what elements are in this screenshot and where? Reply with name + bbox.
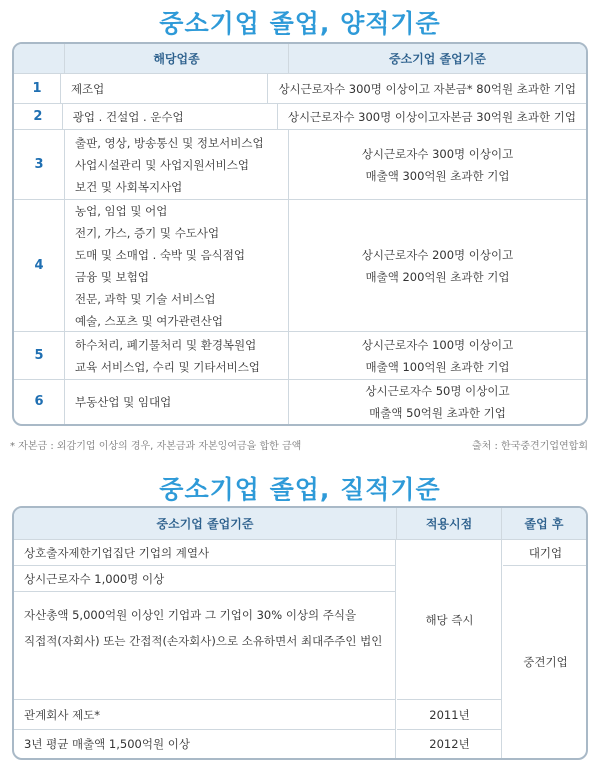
criteria-text: 상시근로자수 300명 이상이고자본금 30억원 초과한 기업 (287, 109, 576, 124)
criteria-text: 상시근로자수 200명 이상이고 (361, 247, 514, 262)
timing-text: 2012년 (429, 737, 470, 751)
criteria-text: 매출액 100억원 초과한 기업 (365, 359, 510, 374)
criteria-text: 상시근로자수 300명 이상이고 (361, 146, 514, 161)
industry-header: 해당업종 (64, 44, 288, 73)
criteria-header: 중소기업 졸업기준 (288, 44, 586, 73)
industry-text: 금융 및 보험업 (75, 269, 149, 284)
criteria-text: 3년 평균 매출액 1,500억원 이상 (24, 737, 190, 751)
row-number: 3 (34, 156, 44, 172)
criteria-cell (288, 200, 586, 331)
row-number: 5 (34, 347, 44, 363)
criteria-cell (277, 104, 586, 129)
timing-column (397, 540, 502, 758)
table-row (14, 700, 396, 730)
timing-cell (397, 540, 502, 700)
table-row (14, 730, 396, 758)
table-row (14, 380, 586, 424)
table-header-row (14, 508, 586, 540)
criteria-header: 중소기업 졸업기준 (14, 508, 396, 539)
after-cell (503, 540, 588, 566)
industry-cell (62, 104, 277, 129)
timing-cell (397, 700, 502, 730)
table-row (14, 332, 586, 380)
source-note: 출처 : 한국중견기업연합회 (472, 441, 588, 452)
industry-cell (64, 200, 288, 331)
table-row (14, 130, 586, 200)
criteria-cell (288, 332, 586, 379)
row-number: 2 (33, 108, 43, 124)
criteria-cell (288, 130, 586, 199)
table-row (14, 592, 396, 700)
criteria-text: 상호출자제한기업집단 기업의 계열사 (24, 546, 210, 560)
industry-text: 광업 . 건설업 . 운수업 (72, 109, 184, 124)
table-row (14, 540, 396, 566)
table-row (14, 566, 396, 592)
industry-text: 전문, 과학 및 기술 서비스업 (75, 291, 216, 306)
timing-cell (397, 730, 502, 758)
timing-text: 해당 즉시 (425, 612, 474, 627)
after-header: 졸업 후 (501, 508, 586, 539)
industry-text: 출판, 영상, 방송통신 및 정보서비스업 (75, 135, 264, 150)
criteria-text: 매출액 50억원 초과한 기업 (369, 406, 506, 420)
criteria-text: 상시근로자수 1,000명 이상 (24, 572, 165, 586)
industry-cell (64, 130, 288, 199)
industry-text: 보건 및 사회복지사업 (75, 179, 183, 194)
after-column (503, 540, 588, 758)
industry-text: 도매 및 소매업 . 숙박 및 음식점업 (75, 247, 246, 262)
qualitative-criteria-title: 중소기업 졸업, 질적기준 (159, 475, 441, 504)
criteria-text: 상시근로자수 300명 이상이고 자본금* 80억원 초과한 기업 (278, 81, 576, 96)
after-text: 중견기업 (523, 655, 568, 669)
number-header (14, 44, 64, 73)
industry-text: 사업시설관리 및 사업지원서비스업 (75, 157, 249, 172)
industry-text: 예술, 스포츠 및 여가관련산업 (75, 313, 223, 328)
row-number: 6 (34, 394, 44, 409)
criteria-text: 관계회사 제도* (24, 708, 101, 722)
industry-text: 교육 서비스업, 수리 및 기타서비스업 (75, 359, 260, 374)
footnote: * 자본금 : 외감기업 이상의 경우, 자본금과 자본잉여금을 합한 금액 (10, 441, 302, 452)
quantitative-criteria-table (12, 42, 588, 426)
industry-cell (64, 380, 288, 424)
table-row (14, 200, 586, 332)
table-header-row (14, 44, 586, 74)
criteria-cell (288, 380, 586, 424)
table-row (14, 74, 586, 104)
criteria-text: 상시근로자수 100명 이상이고 (361, 337, 514, 352)
table-row (14, 104, 586, 130)
criteria-text: 직접적(자회사) 또는 간접적(손자회사)으로 소유하면서 최대주주인 법인 (24, 634, 383, 648)
row-number: 1 (32, 80, 42, 96)
quantitative-criteria-title: 중소기업 졸업, 양적기준 (159, 9, 441, 38)
timing-text: 2011년 (429, 707, 470, 722)
criteria-text: 매출액 200억원 초과한 기업 (365, 269, 510, 284)
industry-cell (64, 332, 288, 379)
criteria-text: 자산총액 5,000억원 이상인 기업과 그 기업이 30% 이상의 주식을 (24, 608, 357, 622)
industry-text: 농업, 임업 및 어업 (75, 203, 168, 218)
qualitative-table-body (14, 540, 586, 758)
criteria-column (14, 540, 396, 758)
after-text: 대기업 (528, 545, 563, 560)
row-number: 4 (34, 257, 44, 273)
after-cell (503, 566, 588, 758)
industry-cell (60, 74, 268, 103)
criteria-text: 매출액 300억원 초과한 기업 (365, 168, 510, 183)
industry-text: 부동산업 및 임대업 (75, 395, 172, 409)
industry-text: 전기, 가스, 증기 및 수도사업 (75, 225, 220, 240)
criteria-cell (267, 74, 586, 103)
industry-text: 하수처리, 폐기물처리 및 환경복원업 (75, 337, 257, 352)
criteria-text: 상시근로자수 50명 이상이고 (365, 384, 510, 398)
timing-header: 적용시점 (396, 508, 501, 539)
industry-text: 제조업 (70, 81, 105, 96)
qualitative-criteria-table (12, 506, 588, 760)
